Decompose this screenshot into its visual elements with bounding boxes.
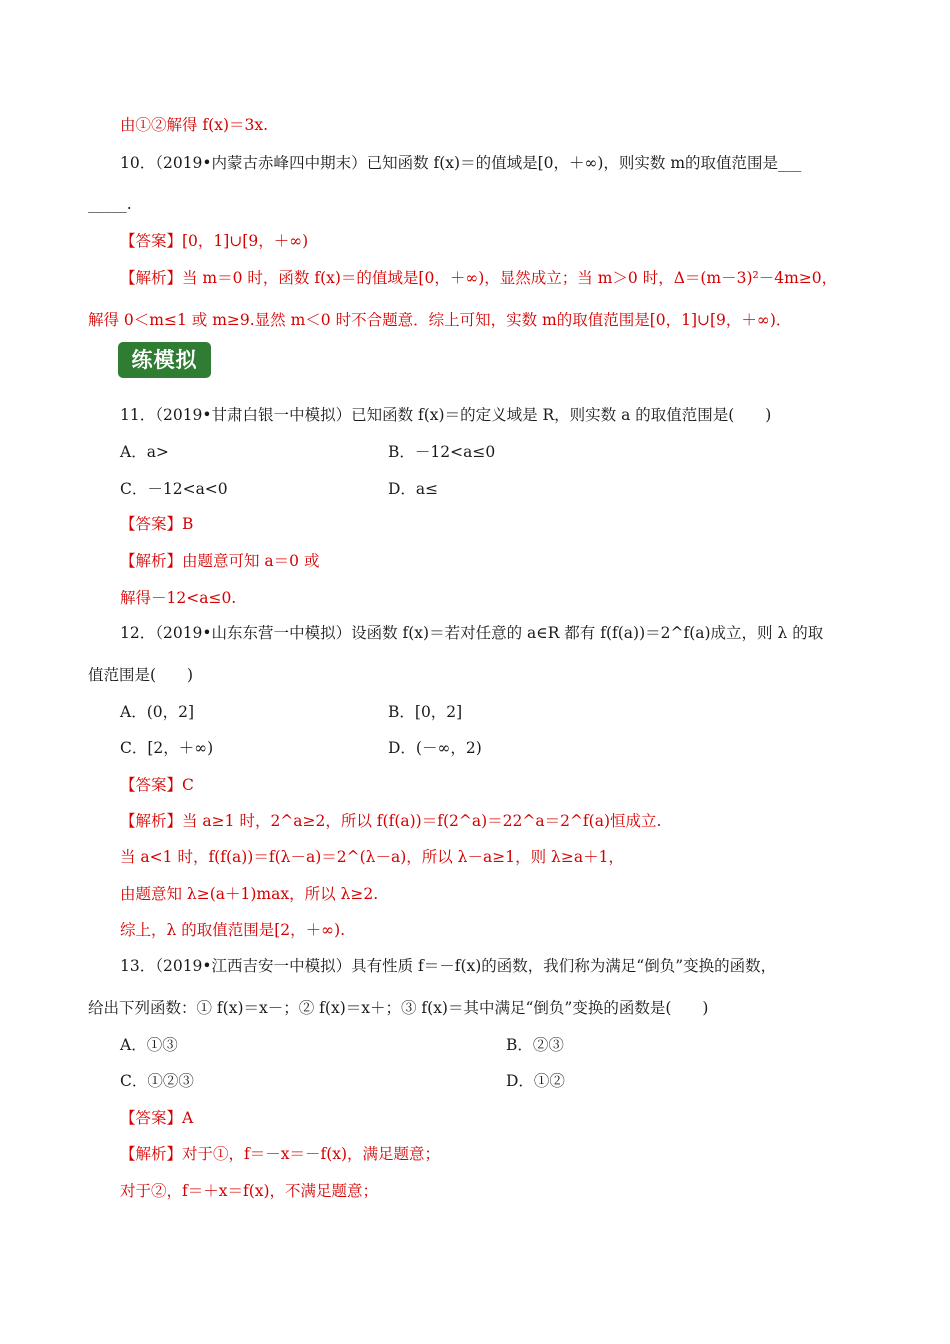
q12-option-d: D．(－∞，2): [388, 739, 482, 757]
q12-option-c: C．[2，＋∞): [120, 739, 214, 757]
q12-analysis-line-2: 当 a<1 时，f(f(a))＝f(λ－a)＝2^(λ－a)，所以 λ－a≥1，则 λ≥a＋1，: [120, 848, 624, 866]
q10-stem-continued: _____.: [88, 195, 132, 213]
q11-option-c: C．－12<a<0: [120, 480, 228, 498]
q12-analysis-line-1: 【解析】当 a≥1 时，2^a≥2，所以 f(f(a))＝f(2^a)＝22^a＝2^f(a)恒成立.: [120, 812, 662, 830]
q13-option-a: A．①③: [120, 1036, 178, 1054]
q12-stem: 12．（2019•山东东营一中模拟）设函数 f(x)＝若对任意的 a∈R 都有 f(f(a))＝2^f(a)成立，则 λ 的取: [120, 624, 824, 642]
q12-answer: 【答案】C: [120, 776, 194, 794]
q11-stem: 11．（2019•甘肃白银一中模拟）已知函数 f(x)＝的定义域是 R，则实数 a 的取值范围是( ): [120, 406, 772, 424]
q13-option-c: C．①②③: [120, 1072, 194, 1090]
q11-option-d: D．a≤: [388, 480, 439, 498]
q12-analysis-line-3: 由题意知 λ≥(a＋1)max，所以 λ≥2.: [120, 885, 379, 903]
q12-option-b: B．[0，2]: [388, 703, 463, 721]
q13-stem-continued: 给出下列函数：① f(x)＝x－；② f(x)＝x＋；③ f(x)＝其中满足“倒负”变换的函数是( ): [88, 999, 709, 1017]
q12-analysis-line-4: 综上，λ 的取值范围是[2，＋∞).: [120, 921, 346, 939]
q10-analysis-line-2: 解得 0＜m≤1 或 m≥9.显然 m＜0 时不合题意．综上可知，实数 m的取值范围是[0，1]∪[9，＋∞)．: [88, 311, 792, 329]
q13-answer: 【答案】A: [120, 1109, 194, 1127]
q11-option-a: A．a>: [120, 443, 169, 461]
q11-analysis-line-1: 【解析】由题意可知 a＝0 或: [120, 552, 320, 570]
q10-answer: 【答案】[0，1]∪[9，＋∞): [120, 232, 309, 250]
q12-stem-continued: 值范围是( ): [88, 666, 194, 684]
q12-option-a: A．(0，2]: [120, 703, 195, 721]
q10-analysis-line-1: 【解析】当 m＝0 时，函数 f(x)＝的值域是[0，＋∞)，显然成立；当 m＞0 时，Δ＝(m－3)²－4m≥0，: [120, 269, 838, 287]
q13-analysis-line-1: 【解析】对于①，f＝－x＝－f(x)，满足题意；: [120, 1145, 441, 1163]
q11-option-b: B．－12<a≤0: [388, 443, 496, 461]
q10-stem: 10．（2019•内蒙古赤峰四中期末）已知函数 f(x)＝的值域是[0，＋∞)，则实数 m的取值范围是___: [120, 154, 802, 172]
q9-conclusion: 由①②解得 f(x)＝3x.: [120, 116, 269, 134]
q13-option-b: B．②③: [506, 1036, 564, 1054]
q11-answer: 【答案】B: [120, 515, 194, 533]
q13-option-d: D．①②: [506, 1072, 565, 1090]
q13-stem: 13．（2019•江西吉安一中模拟）具有性质 f＝－f(x)的函数，我们称为满足“倒负”变换的函数，: [120, 957, 777, 975]
section-banner-practice-mock: 练模拟: [118, 342, 211, 378]
q11-analysis-line-2: 解得－12<a≤0.: [120, 589, 237, 607]
q13-analysis-line-2: 对于②，f＝＋x＝f(x)，不满足题意；: [120, 1182, 379, 1200]
